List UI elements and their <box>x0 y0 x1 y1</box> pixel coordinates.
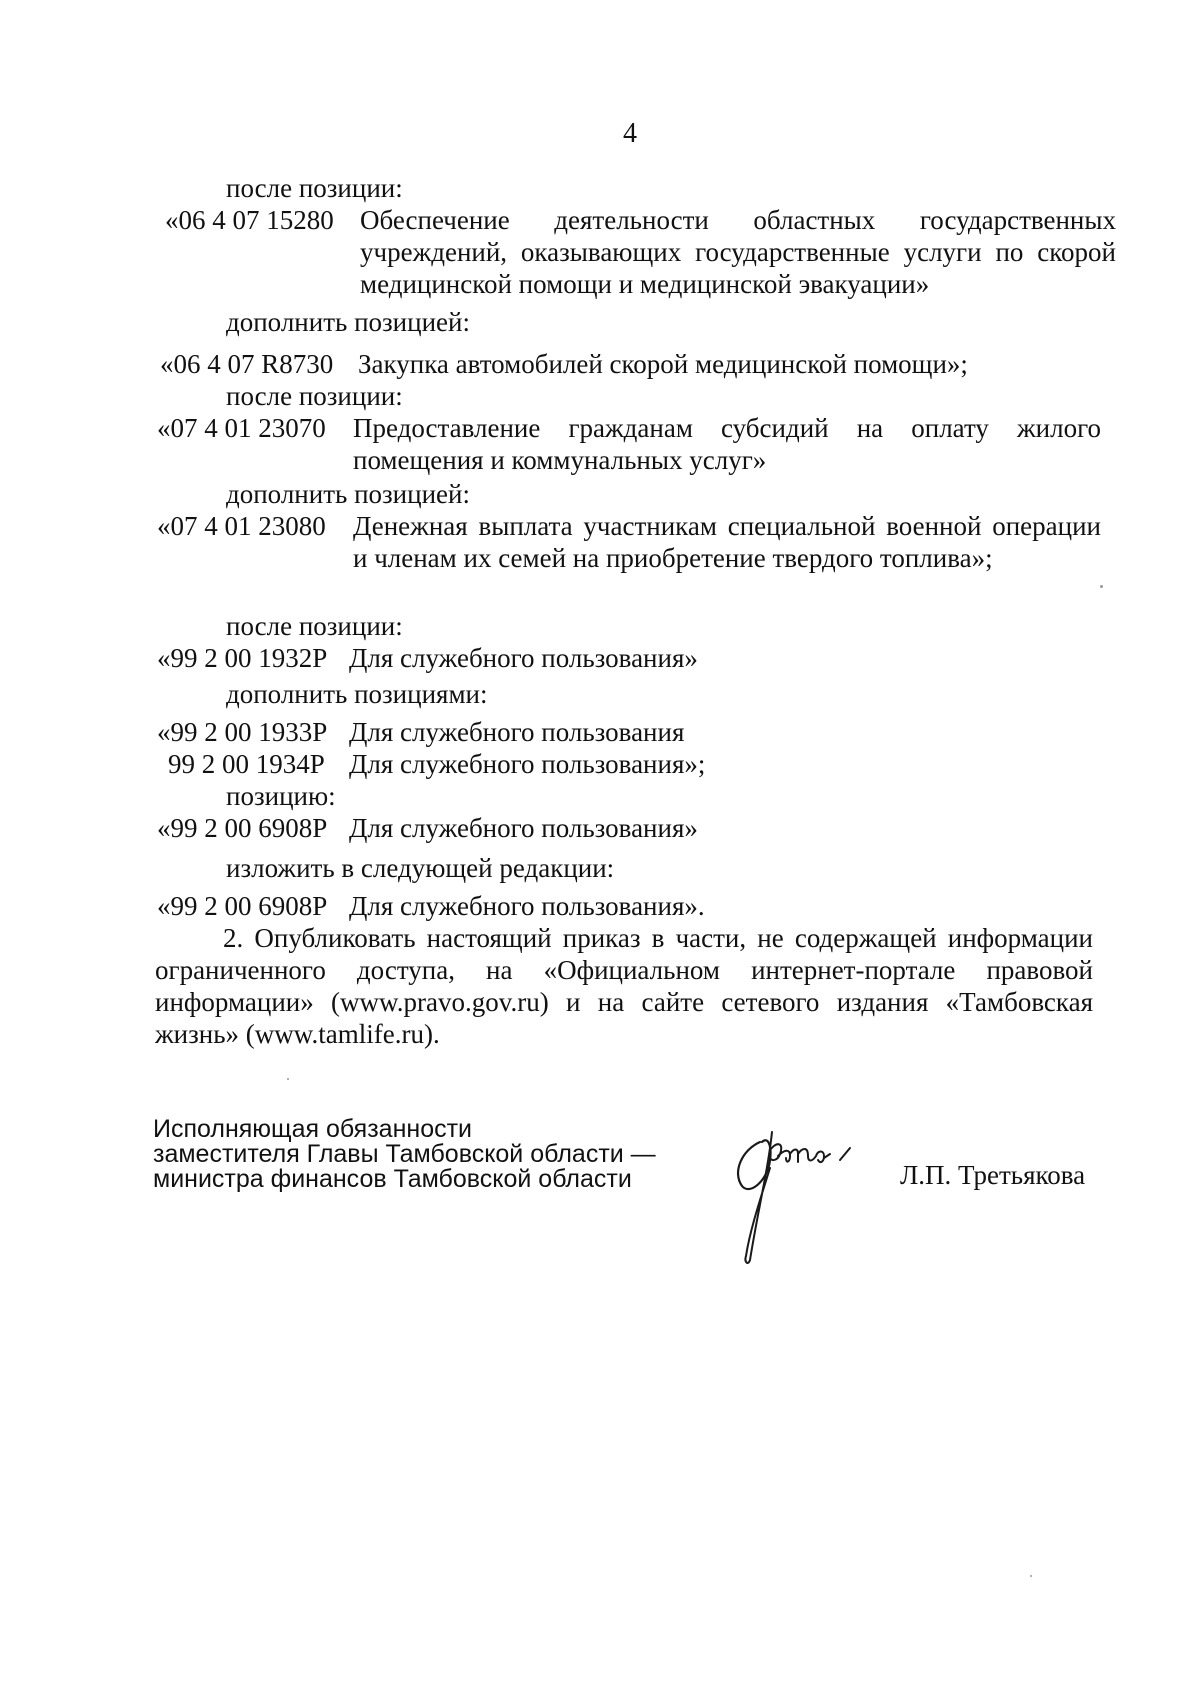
budget-description: Для служебного пользования <box>349 717 685 747</box>
budget-description: Для служебного пользования» <box>349 643 698 673</box>
budget-description: Для служебного пользования» <box>349 813 698 843</box>
budget-description: Обеспечение деятельности областных государственных учреждений, оказывающих государственные услуги по скорой медицинской помощи и медицинской эвакуации» <box>360 205 1116 299</box>
budget-code: «99 2 00 1932Р <box>157 643 328 673</box>
block-intro: после позиции: <box>226 173 403 203</box>
budget-code: «06 4 07 R8730 <box>160 349 334 379</box>
scan-speck <box>1030 1575 1032 1577</box>
budget-code: «06 4 07 15280 <box>165 205 334 235</box>
scan-speck <box>287 1078 289 1080</box>
budget-code: «07 4 01 23070 <box>157 413 326 443</box>
block-intro: дополнить позицией: <box>226 479 470 509</box>
block-intro: после позиции: <box>226 611 403 641</box>
signer-name: Л.П. Третьякова <box>900 1160 1086 1190</box>
budget-description: Предоставление гражданам субсидий на оплату жилого помещения и коммунальных услуг» <box>353 413 1101 475</box>
budget-code: 99 2 00 1934Р <box>168 749 325 779</box>
signer-line: Исполняющая обязанности <box>153 1115 473 1143</box>
signer-line: министра финансов Тамбовской области <box>153 1165 632 1193</box>
publication-paragraph: 2. Опубликовать настоящий приказ в части, не содержащей информации ограниченного доступа, на «Официальном интернет-портале правовой информации» (www.pravo.gov.ru) и на сайте сетевого издания «Тамбовская жизнь» (www.tamlife.ru). <box>155 923 1093 1049</box>
budget-code: «99 2 00 1933Р <box>157 717 328 747</box>
block-intro: позицию: <box>226 781 336 811</box>
budget-description: Для служебного пользования»; <box>349 749 706 779</box>
budget-description: Денежная выплата участникам специальной военной операции и членам их семей на приобретение твердого топлива»; <box>353 511 1101 573</box>
signer-line: заместителя Главы Тамбовской области — <box>153 1140 656 1168</box>
budget-code: «99 2 00 6908Р <box>157 891 328 921</box>
block-intro: после позиции: <box>226 381 403 411</box>
budget-code: «07 4 01 23080 <box>157 511 326 541</box>
scan-speck <box>1100 585 1103 588</box>
signer-position <box>153 1117 656 1192</box>
block-intro: изложить в следующей редакции: <box>226 853 615 883</box>
block-intro: дополнить позициями: <box>226 679 488 709</box>
page-number: 4 <box>623 118 637 149</box>
block-intro: дополнить позицией: <box>226 307 470 337</box>
budget-code: «99 2 00 6908Р <box>157 813 328 843</box>
budget-description: Для служебного пользования». <box>349 891 705 921</box>
handwritten-signature <box>720 1110 870 1270</box>
budget-description: Закупка автомобилей скорой медицинской помощи»; <box>358 349 968 379</box>
